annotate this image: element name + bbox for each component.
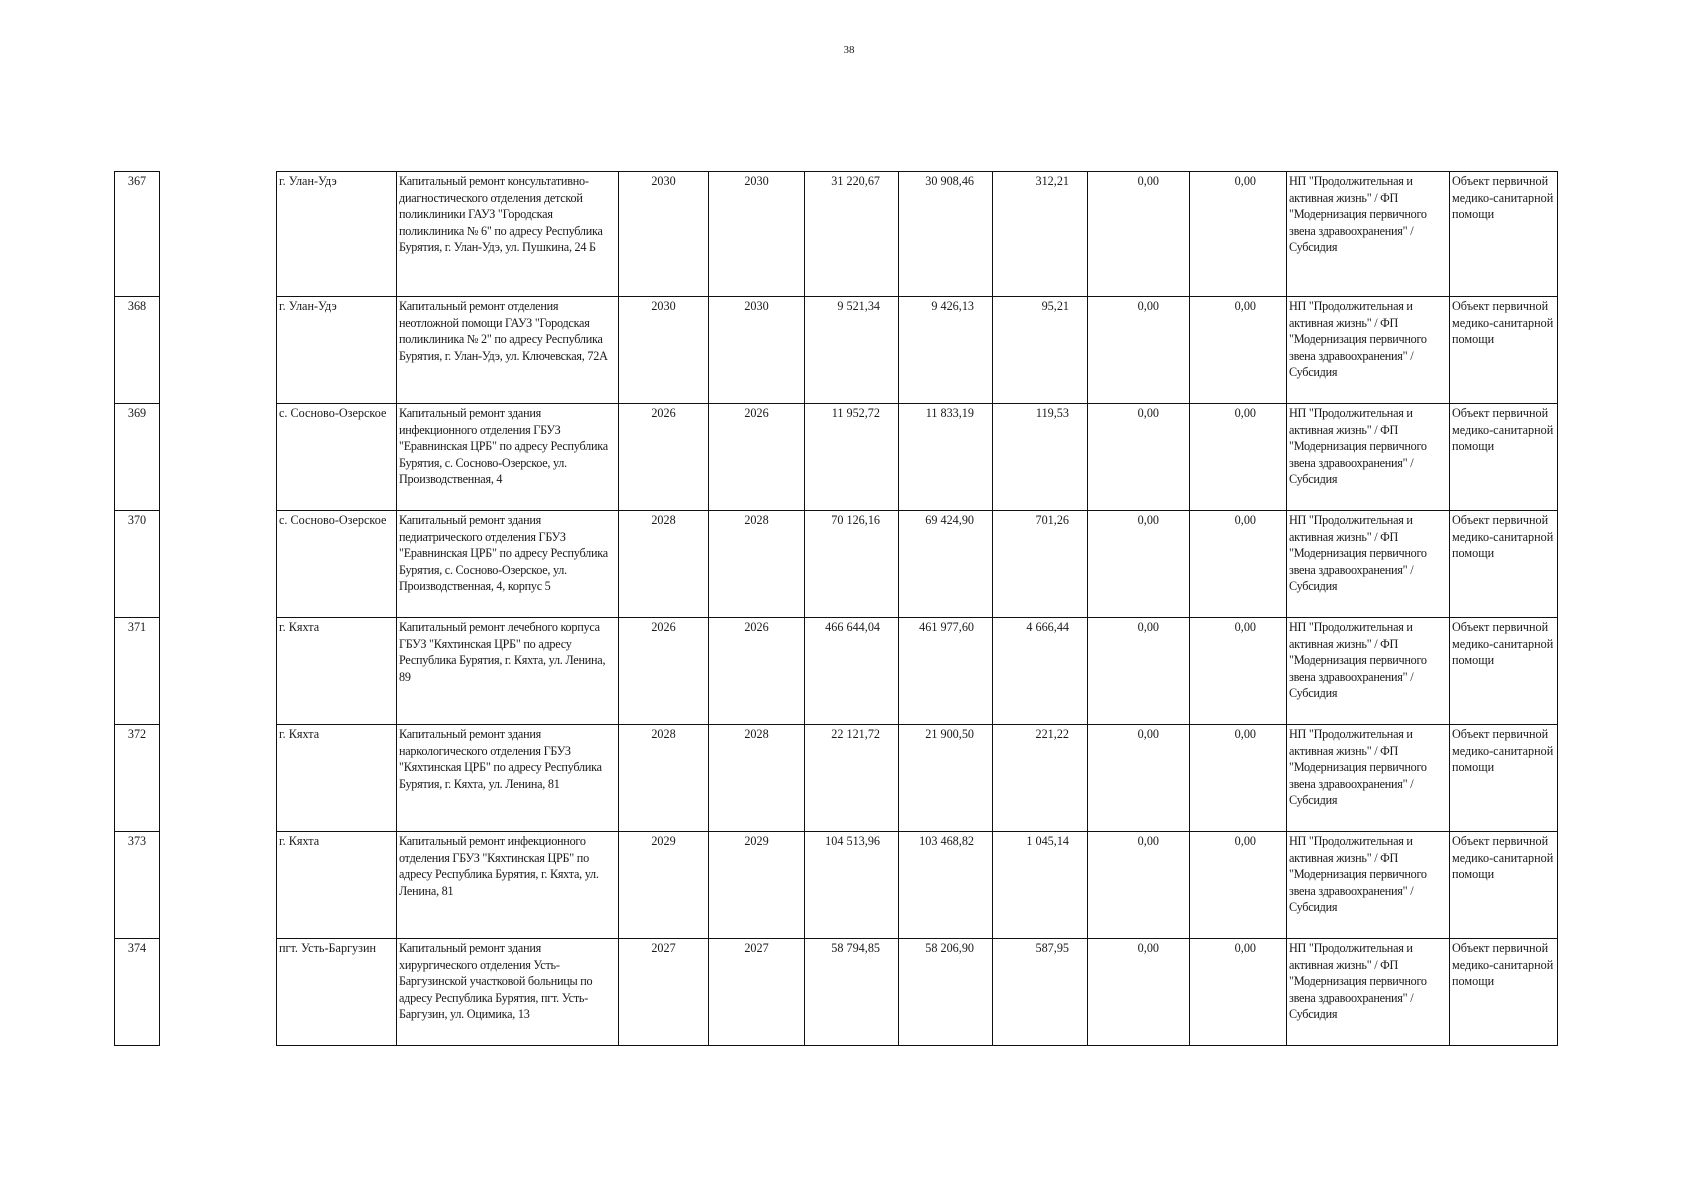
end-year-cell: 2028 [709,511,805,618]
regional-amount-cell: 312,21 [993,172,1088,297]
federal-amount-cell: 9 426,13 [899,297,993,404]
program-cell: НП "Продолжительная и активная жизнь" / ФП "Модернизация первичного звена здравоохранения" / Субсидия [1287,939,1450,1046]
object-name-cell: Капитальный ремонт здания наркологического отделения ГБУЗ "Кяхтинская ЦРБ" по адресу Республика Бурятия, г. Кяхта, ул. Ленина, 81 [397,725,619,832]
other-amount-cell: 0,00 [1190,832,1287,939]
regional-amount-cell: 587,95 [993,939,1088,1046]
other-amount-cell: 0,00 [1190,511,1287,618]
local-amount-cell: 0,00 [1088,297,1190,404]
end-year-cell: 2030 [709,172,805,297]
total-amount-cell: 11 952,72 [805,404,899,511]
regional-amount-cell: 221,22 [993,725,1088,832]
total-amount-cell: 104 513,96 [805,832,899,939]
end-year-cell: 2029 [709,832,805,939]
object-type-cell: Объект первичной медико-санитарной помощи [1450,297,1558,404]
row-number-cell: 369 [115,404,160,511]
blank-cell [160,939,277,1046]
object-name-cell: Капитальный ремонт здания хирургического отделения Усть-Баргузинской участковой больницы по адресу Республика Бурятия, пгт. Усть-Баргузин, ул. Оцимика, 13 [397,939,619,1046]
blank-cell [160,404,277,511]
other-amount-cell: 0,00 [1190,725,1287,832]
table-row [115,297,1558,404]
other-amount-cell: 0,00 [1190,618,1287,725]
row-number-cell: 371 [115,618,160,725]
program-cell: НП "Продолжительная и активная жизнь" / ФП "Модернизация первичного звена здравоохранения" / Субсидия [1287,297,1450,404]
other-amount-cell: 0,00 [1190,297,1287,404]
end-year-cell: 2026 [709,404,805,511]
object-type-cell: Объект первичной медико-санитарной помощи [1450,939,1558,1046]
regional-amount-cell: 95,21 [993,297,1088,404]
regional-amount-cell: 701,26 [993,511,1088,618]
objects-table [114,171,1558,1046]
local-amount-cell: 0,00 [1088,404,1190,511]
row-number-cell: 367 [115,172,160,297]
program-cell: НП "Продолжительная и активная жизнь" / ФП "Модернизация первичного звена здравоохранения" / Субсидия [1287,404,1450,511]
start-year-cell: 2030 [619,172,709,297]
program-cell: НП "Продолжительная и активная жизнь" / ФП "Модернизация первичного звена здравоохранения" / Субсидия [1287,511,1450,618]
locality-cell: г. Кяхта [277,832,397,939]
objects-table-container [114,171,1558,1046]
start-year-cell: 2028 [619,511,709,618]
locality-cell: пгт. Усть-Баргузин [277,939,397,1046]
local-amount-cell: 0,00 [1088,618,1190,725]
object-name-cell: Капитальный ремонт здания педиатрического отделения ГБУЗ "Еравнинская ЦРБ" по адресу Республика Бурятия, с. Сосново-Озерское, ул. Производственная, 4, корпус 5 [397,511,619,618]
table-row [115,172,1558,297]
blank-cell [160,618,277,725]
local-amount-cell: 0,00 [1088,939,1190,1046]
blank-cell [160,297,277,404]
other-amount-cell: 0,00 [1190,172,1287,297]
object-type-cell: Объект первичной медико-санитарной помощи [1450,404,1558,511]
total-amount-cell: 58 794,85 [805,939,899,1046]
table-row [115,832,1558,939]
table-row [115,404,1558,511]
object-type-cell: Объект первичной медико-санитарной помощи [1450,172,1558,297]
local-amount-cell: 0,00 [1088,832,1190,939]
page-number: 38 [843,44,855,56]
program-cell: НП "Продолжительная и активная жизнь" / ФП "Модернизация первичного звена здравоохранения" / Субсидия [1287,725,1450,832]
objects-table-body [115,172,1558,1046]
federal-amount-cell: 21 900,50 [899,725,993,832]
locality-cell: г. Улан-Удэ [277,172,397,297]
blank-cell [160,832,277,939]
locality-cell: г. Кяхта [277,725,397,832]
object-type-cell: Объект первичной медико-санитарной помощи [1450,832,1558,939]
locality-cell: с. Сосново-Озерское [277,404,397,511]
other-amount-cell: 0,00 [1190,939,1287,1046]
locality-cell: г. Кяхта [277,618,397,725]
object-name-cell: Капитальный ремонт лечебного корпуса ГБУЗ "Кяхтинская ЦРБ" по адресу Республика Бурятия, г. Кяхта, ул. Ленина, 89 [397,618,619,725]
end-year-cell: 2028 [709,725,805,832]
table-row [115,618,1558,725]
federal-amount-cell: 461 977,60 [899,618,993,725]
end-year-cell: 2030 [709,297,805,404]
federal-amount-cell: 11 833,19 [899,404,993,511]
start-year-cell: 2028 [619,725,709,832]
end-year-cell: 2027 [709,939,805,1046]
regional-amount-cell: 1 045,14 [993,832,1088,939]
object-type-cell: Объект первичной медико-санитарной помощи [1450,618,1558,725]
program-cell: НП "Продолжительная и активная жизнь" / ФП "Модернизация первичного звена здравоохранения" / Субсидия [1287,172,1450,297]
program-cell: НП "Продолжительная и активная жизнь" / ФП "Модернизация первичного звена здравоохранения" / Субсидия [1287,618,1450,725]
regional-amount-cell: 4 666,44 [993,618,1088,725]
total-amount-cell: 466 644,04 [805,618,899,725]
row-number-cell: 368 [115,297,160,404]
federal-amount-cell: 69 424,90 [899,511,993,618]
blank-cell [160,172,277,297]
local-amount-cell: 0,00 [1088,725,1190,832]
federal-amount-cell: 30 908,46 [899,172,993,297]
total-amount-cell: 70 126,16 [805,511,899,618]
object-name-cell: Капитальный ремонт инфекционного отделения ГБУЗ "Кяхтинская ЦРБ" по адресу Республика Бурятия, г. Кяхта, ул. Ленина, 81 [397,832,619,939]
start-year-cell: 2026 [619,404,709,511]
total-amount-cell: 31 220,67 [805,172,899,297]
regional-amount-cell: 119,53 [993,404,1088,511]
object-type-cell: Объект первичной медико-санитарной помощи [1450,725,1558,832]
row-number-cell: 374 [115,939,160,1046]
object-name-cell: Капитальный ремонт консультативно-диагностического отделения детской поликлиники ГАУЗ "Городская поликлиника № 6" по адресу Республика Бурятия, г. Улан-Удэ, ул. Пушкина, 24 Б [397,172,619,297]
blank-cell [160,725,277,832]
start-year-cell: 2030 [619,297,709,404]
federal-amount-cell: 58 206,90 [899,939,993,1046]
total-amount-cell: 9 521,34 [805,297,899,404]
row-number-cell: 370 [115,511,160,618]
row-number-cell: 373 [115,832,160,939]
object-name-cell: Капитальный ремонт отделения неотложной помощи ГАУЗ "Городская поликлиника № 2" по адресу Республика Бурятия, г. Улан-Удэ, ул. Ключевская, 72А [397,297,619,404]
federal-amount-cell: 103 468,82 [899,832,993,939]
object-name-cell: Капитальный ремонт здания инфекционного отделения ГБУЗ "Еравнинская ЦРБ" по адресу Республика Бурятия, с. Сосново-Озерское, ул. Производственная, 4 [397,404,619,511]
locality-cell: с. Сосново-Озерское [277,511,397,618]
start-year-cell: 2027 [619,939,709,1046]
local-amount-cell: 0,00 [1088,511,1190,618]
end-year-cell: 2026 [709,618,805,725]
table-row [115,725,1558,832]
other-amount-cell: 0,00 [1190,404,1287,511]
locality-cell: г. Улан-Удэ [277,297,397,404]
local-amount-cell: 0,00 [1088,172,1190,297]
program-cell: НП "Продолжительная и активная жизнь" / ФП "Модернизация первичного звена здравоохранения" / Субсидия [1287,832,1450,939]
object-type-cell: Объект первичной медико-санитарной помощи [1450,511,1558,618]
start-year-cell: 2026 [619,618,709,725]
table-row [115,939,1558,1046]
total-amount-cell: 22 121,72 [805,725,899,832]
blank-cell [160,511,277,618]
table-row [115,511,1558,618]
start-year-cell: 2029 [619,832,709,939]
row-number-cell: 372 [115,725,160,832]
